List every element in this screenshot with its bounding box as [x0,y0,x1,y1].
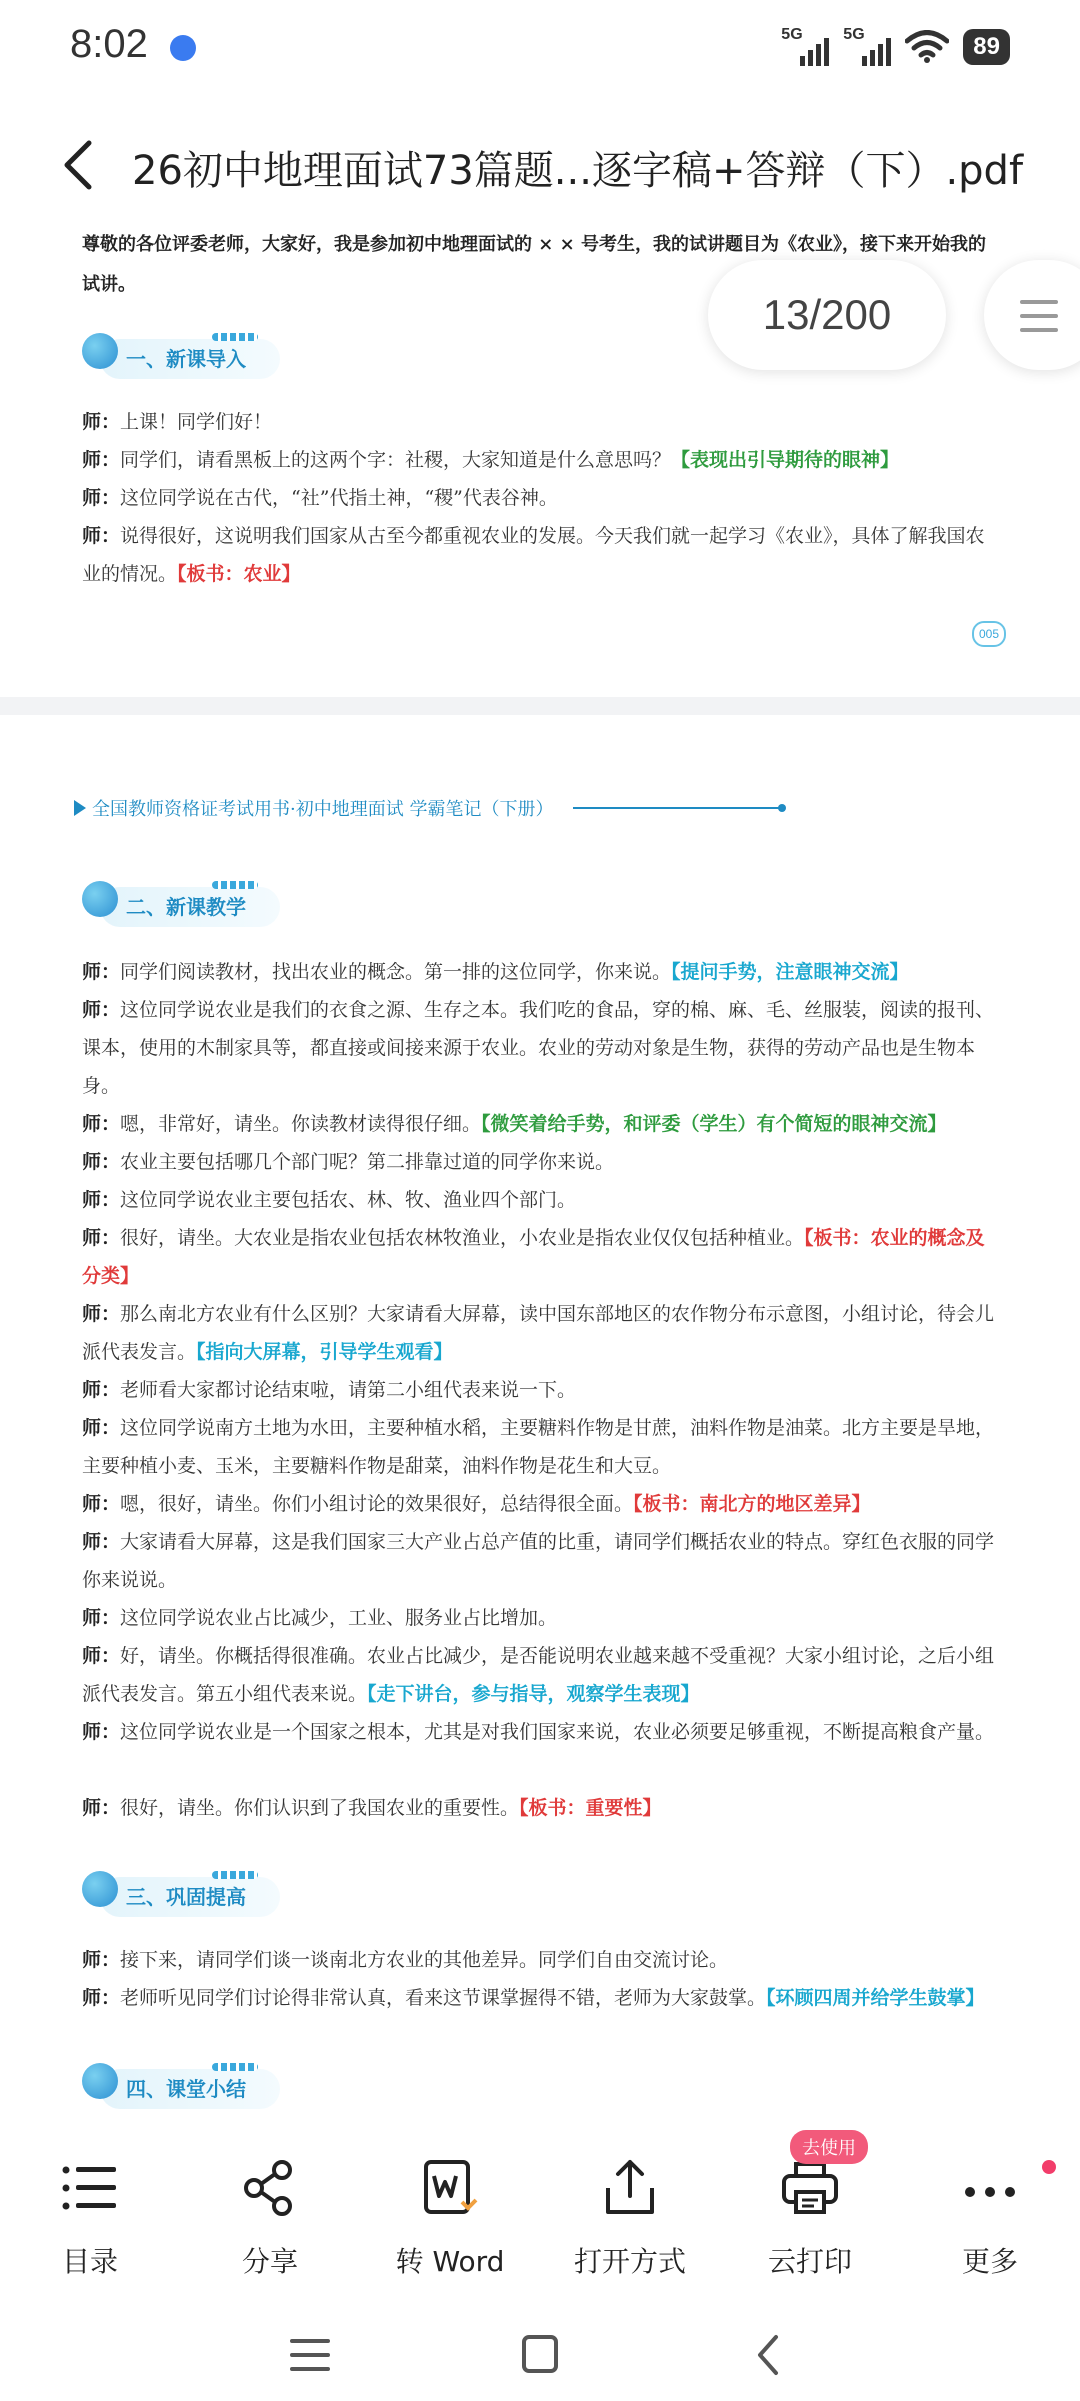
toolbar-share-button[interactable]: 分享 [200,2156,340,2280]
toolbar-contents-button[interactable]: 目录 [20,2156,160,2280]
share-icon [238,2156,302,2220]
dialogue-line: 师：老师看大家都讨论结束啦，请第二小组代表来说一下。 [82,1379,577,1401]
cloud-print-icon [778,2156,842,2220]
dialogue-line: 师：那么南北方农业有什么区别？大家请看大屏幕，读中国东部地区的农作物分布示意图，小组讨论，待会儿派代表发言。【指向大屏幕，引导学生观看】 [82,1303,995,1363]
dialogue-line: 师：上课！同学们好！ [82,411,273,433]
dialogue-line: 师：很好，请坐。大农业是指农业包括农林牧渔业，小农业是指农业仅仅包括种植业。【板书：农业的概念及分类】 [82,1227,985,1287]
try-badge: 去使用 [790,2130,868,2164]
page-indicator[interactable]: 13/200 [708,260,946,370]
status-indicators [781,28,1010,66]
dialogue-line: 师：这位同学说农业是一个国家之根本，尤其是对我们国家来说，农业必须要足够重视，不断提高粮食产量。 [82,1721,995,1743]
status-time: 8:02 [70,22,148,66]
pdf-viewer[interactable]: 尊敬的各位评委老师，大家好，我是参加初中地理面试的 × × 号考生，我的试讲题目为《农业》，接下来开始我的试讲。 一、新课导入 师：上课！同学们好！ 师：同学们，请看黑板上的这两个字：社稷，大家知道是什么意思吗？【表现出引导期待的眼神】 师：这位同学说在古代，“社”代指土神，“稷”代表谷神。 师：说得很好，这说明我们国家从古至今都重视农业的发展。今天我们就一起学习《农业》，具体了解我国农业的情况。【板书：农业】 005 13/200 全国教师资格证考试用书·初中地理面试 学霸笔记（下册） 二、新课教学 师：同学们阅读教材，找出农业的概念。第一排的这位同学，你来说。【提问手势，注意眼神交流】 师：这位同学说农业是我们的衣食之源、生存之本。我们吃的食品，穿的棉、麻、毛、丝服装，阅读的报刊、课本，使用的木制家具等，都直接或间接来源于农业。农业的劳动对象是生物，获得的劳动产品也是生物本身。 师：嗯，非常好，请坐。你读教材读得很仔细。【微笑着给手势，和评委（学生）有个简短的眼神交流】 师：农业主要包括哪几个部门呢？第二排靠过道的同学你来说。 师：这位同学说农业主要包括农、林、牧、渔业四个部门。 师：很好，请坐。大农业是指农业包括农林牧渔业，小农业是指农业仅仅包括种植业。【板书：农业的概念及分类】 师：那么南北方农业有什么区别？大家请看大屏幕，读中国东部地区的农作物分布示意图，小组讨论，待会儿派代表发言。【指向大屏幕，引导学生观看】 师：老师看大家都讨论结束啦，请第二小组代表来说一下。 师：这位同学说南方土地为水田，主要种植水稻，主要糖料作物是甘蔗，油料作物是油菜。北方主要是旱地，主要种植小麦、玉米，主要糖料作物是甜菜，油料作物是花生和大豆。 师：嗯，很好，请坐。你们小组讨论的效果很好，总结得很全面。【板书：南北方的地区差异】 师：大家请看大屏幕，这是我们国家三大产业占总产值的比重，请同学们概括农业的特点。穿红色衣服的同学你来说说。 师：这位同学说农业占比减少，工业、服务业占比增加。 师：好，请坐。你概括得很准确。农业占比减少，是否能说明农业越来越不受重视？大家小组讨论，之后小组派代表发言。第五小组代表来说。【走下讲台，参与指导，观察学生表现】 师：这位同学说农业是一个国家之根本，尤其是对我们国家来说，农业必须要足够重视，不断提高粮食产量。 师：很好，请坐。你们认识到了我国农业的重要性。【板书：重要性】 三、巩固提高 师：接下来，请同学们谈一谈南北方农业的其他差异。同学们自由交流讨论。 师：老师听见同学们讨论得非常认真，看来这节课掌握得不错，老师为大家鼓掌。【环顾四周并给学生鼓掌】 四、课堂小结 [0,215,1080,2125]
dialogue-line: 师：这位同学说农业是我们的衣食之源、生存之本。我们吃的食品，穿的棉、麻、毛、丝服装，阅读的报刊、课本，使用的木制家具等，都直接或间接来源于农业。农业的劳动对象是生物，获得的劳动产品也是生物本身。 [82,999,995,1097]
toolbar-to-word-button[interactable]: 转 Word [380,2156,520,2280]
dialogue-line: 师：接下来，请同学们谈一谈南北方农业的其他差异。同学们自由交流讨论。 [82,1949,729,1971]
page-separator [0,697,1080,715]
play-triangle-icon [74,800,86,816]
toolbar-open-with-button[interactable]: 打开方式 [560,2156,700,2280]
home-icon[interactable] [510,2325,570,2385]
wifi-icon [905,30,949,64]
menu-lines-icon[interactable] [984,260,1080,370]
status-bar [0,0,1080,100]
dialogue-line: 师：嗯，很好，请坐。你们小组讨论的效果很好，总结得很全面。【板书：南北方的地区差异】 [82,1493,871,1515]
dialogue-line: 师：大家请看大屏幕，这是我们国家三大产业占总产值的比重，请同学们概括农业的特点。穿红色衣服的同学你来说说。 [82,1531,995,1591]
dialogue-line: 师：很好，请坐。你们认识到了我国农业的重要性。【板书：重要性】 [82,1797,662,1819]
dialogue-line: 师：这位同学说农业主要包括农、林、牧、渔业四个部门。 [82,1189,577,1211]
dialogue-line: 师：这位同学说南方土地为水田，主要种植水稻，主要糖料作物是甘蔗，油料作物是油菜。北方主要是旱地，主要种植小麦、玉米，主要糖料作物是甜菜，油料作物是花生和大豆。 [82,1417,995,1477]
globe-icon [82,333,118,369]
signal-5g-icon: 5G [781,28,829,66]
dialogue-line: 师：嗯，非常好，请坐。你读教材读得很仔细。【微笑着给手势，和评委（学生）有个简短的眼神交流】 [82,1113,947,1135]
dialogue-line: 师：老师听见同学们讨论得非常认真，看来这节课掌握得不错，老师为大家鼓掌。【环顾四周并给学生鼓掌】 [82,1987,985,2009]
back-icon[interactable] [740,2325,800,2385]
dialogue-line: 师：好，请坐。你概括得很准确。农业占比减少，是否能说明农业越来越不受重视？大家小组讨论，之后小组派代表发言。第五小组代表来说。【走下讲台，参与指导，观察学生表现】 [82,1645,995,1705]
globe-icon [82,2063,118,2099]
signal-5g-icon: 5G [843,28,891,66]
toolbar-cloud-print-button[interactable]: 去使用 云打印 [740,2156,880,2280]
toolbar-more-button[interactable]: 更多 [920,2156,1060,2280]
dialogue-line: 师：同学们，请看黑板上的这两个字：社稷，大家知道是什么意思吗？【表现出引导期待的眼神】 [82,449,900,471]
dialogue-line: 师：同学们阅读教材，找出农业的概念。第一排的这位同学，你来说。【提问手势，注意眼神交流】 [82,961,909,983]
open-with-icon [598,2156,662,2220]
list-icon [58,2156,122,2220]
globe-icon [82,881,118,917]
battery-indicator: 89 [963,29,1010,65]
app-notification-icon [170,35,196,61]
back-arrow-icon[interactable] [55,137,105,193]
recents-icon[interactable] [280,2325,340,2385]
document-title: 26初中地理面试73篇题...逐字稿+答辩（下）.pdf [132,148,1024,194]
dialogue-line: 师：农业主要包括哪几个部门呢？第二排靠过道的同学你来说。 [82,1151,615,1173]
dialogue-line: 师：这位同学说在古代，“社”代指土神，“稷”代表谷神。 [82,487,558,509]
intro-paragraph: 尊敬的各位评委老师，大家好，我是参加初中地理面试的 × × 号考生，我的试讲题目为《农业》，接下来开始我的试讲。 [82,234,986,295]
notification-dot [1042,2160,1056,2174]
dialogue-line: 师：说得很好，这说明我们国家从古至今都重视农业的发展。今天我们就一起学习《农业》，具体了解我国农业的情况。【板书：农业】 [82,525,985,585]
page-number-badge: 005 [972,621,1006,647]
bottom-toolbar [0,2130,1080,2280]
running-header: 全国教师资格证考试用书·初中地理面试 学霸笔记（下册） [74,795,783,821]
title-bar [0,115,1080,215]
dialogue-line: 师：这位同学说农业占比减少，工业、服务业占比增加。 [82,1607,558,1629]
more-icon [958,2156,1022,2220]
word-convert-icon [418,2156,482,2220]
system-navigation-bar [0,2300,1080,2401]
globe-icon [82,1871,118,1907]
